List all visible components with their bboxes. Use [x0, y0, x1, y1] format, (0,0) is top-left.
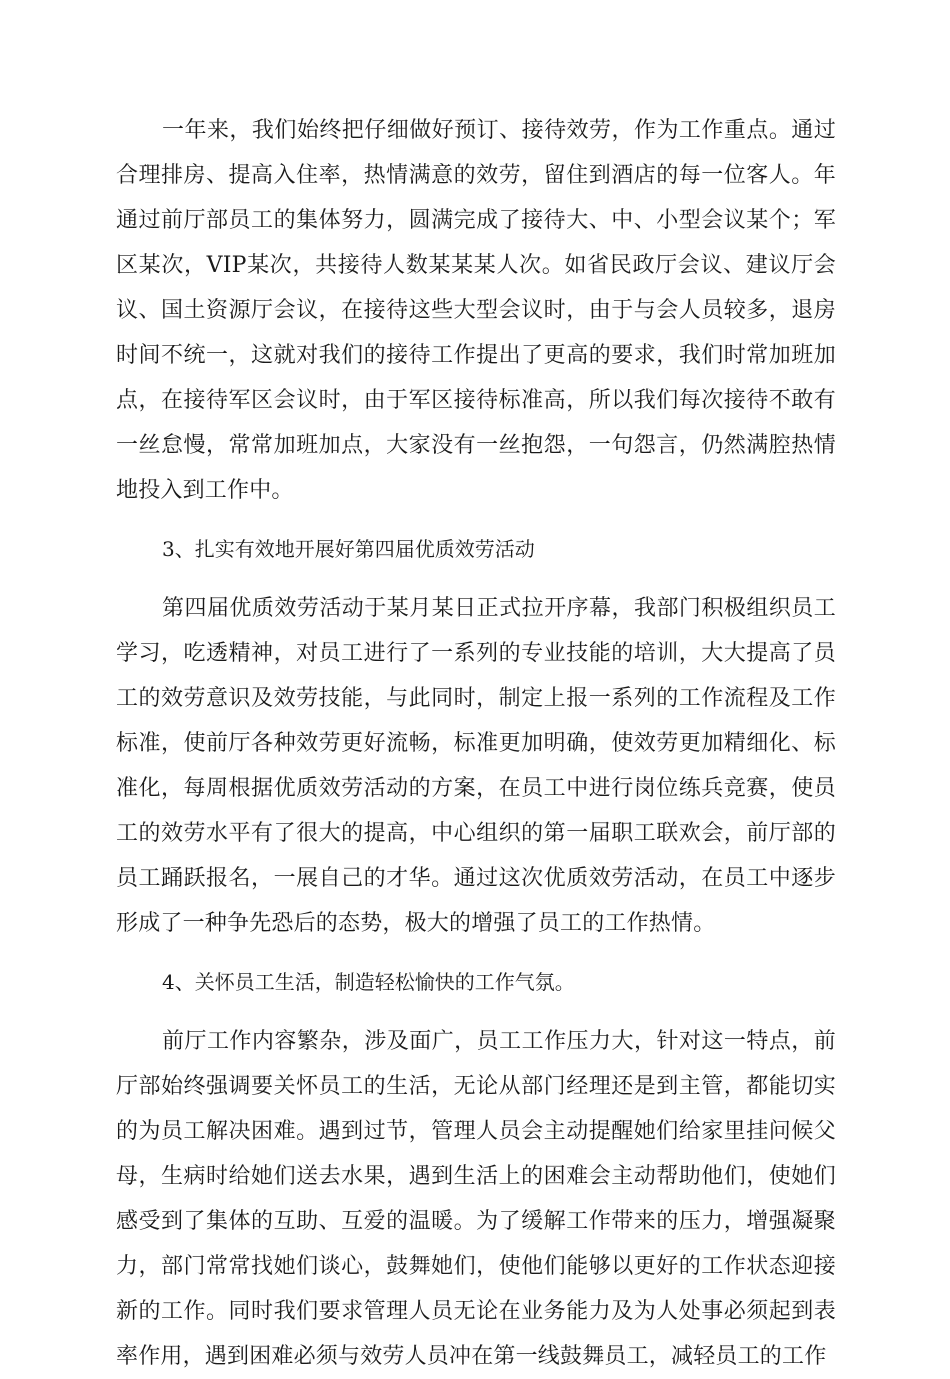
paragraph-reservation-reception: 一年来，我们始终把仔细做好预订、接待效劳，作为工作重点。通过合理排房、提高入住率，热情满意的效劳，留住到酒店的每一位客人。年通过前厅部员工的集体努力，圆满完成了接待大、中、小型会议某个；军区某次，VIP某次，共接待人数某某某人次。如省民政厅会议、建议厅会议、国土资源厅会议，在接待这些大型会议时，由于与会人员较多，退房时间不统一，这就对我们的接待工作提出了更高的要求，我们时常加班加点，在接待军区会议时，由于军区接待标准高，所以我们每次接待不敢有一丝怠慢，常常加班加点，大家没有一丝抱怨，一句怨言，仍然满腔热情地投入到工作中。 — [116, 118, 836, 503]
section-heading-3: 3、扎实有效地开展好第四届优质效劳活动 — [162, 537, 535, 561]
paragraph-service-activity: 第四届优质效劳活动于某月某日正式拉开序幕，我部门积极组织员工学习，吃透精神，对员工进行了一系列的专业技能的培训，大大提高了员工的效劳意识及效劳技能，与此同时，制定上报一系列的工作流程及工作标准，使前厅各种效劳更好流畅，标准更加明确，使效劳更加精细化、标准化，每周根据优质效劳活动的方案，在员工中进行岗位练兵竞赛，使员工的效劳水平有了很大的提高，中心组织的第一届职工联欢会，前厅部的员工踊跃报名，一展自己的才华。通过这次优质效劳活动，在员工中逐步形成了一种争先恐后的态势，极大的增强了员工的工作热情。 — [116, 596, 836, 936]
paragraph-employee-care: 前厅工作内容繁杂，涉及面广，员工工作压力大，针对这一特点，前厅部始终强调要关怀员工的生活，无论从部门经理还是到主管，都能切实的为员工解决困难。遇到过节，管理人员会主动提醒她们给家里挂问候父母，生病时给她们送去水果，遇到生活上的困难会主动帮助他们，使她们感受到了集体的互助、互爱的温暖。为了缓解工作带来的压力，增强凝聚力，部门常常找她们谈心，鼓舞她们，使他们能够以更好的工作状态迎接新的工作。同时我们要求管理人员无论在业务能力及为人处事必须起到表率作用，遇到困难必须与效劳人员冲在第一线鼓舞员工，减轻员工的工作 — [116, 1029, 836, 1369]
section-heading-4: 4、关怀员工生活，制造轻松愉快的工作气氛。 — [162, 970, 575, 994]
document-body — [116, 108, 836, 1379]
